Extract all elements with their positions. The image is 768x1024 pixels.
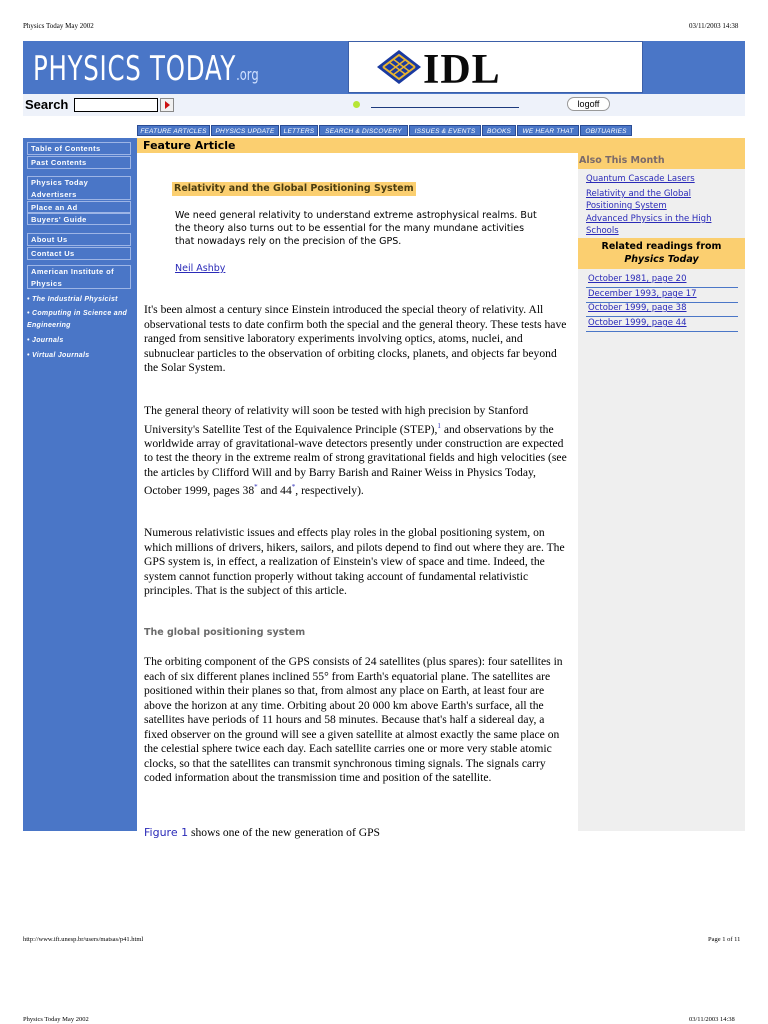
- nav-industrial-physicist[interactable]: • The Industrial Physicist: [27, 296, 118, 303]
- related-link-1993[interactable]: December 1993, page 17: [588, 289, 697, 299]
- footer-url: http://www.ift.unesp.br/users/matsas/p41.html: [23, 936, 144, 943]
- article-paragraph-1: It's been almost a century since Einstein introduced the special theory of relativity. All observational tests to date confirm both the special and the general theory. These tests have ranged from sensitive laboratory experiments involving optics, atoms, nuclei, and subnuclear particles to the observation of orbiting clocks, planets, and objects far beyond the Solar System.: [144, 303, 567, 374]
- search-go-icon[interactable]: [160, 98, 174, 112]
- related-link-1999-38[interactable]: October 1999, page 38: [588, 303, 687, 313]
- nav-place-an-ad[interactable]: Place an Ad: [27, 201, 131, 213]
- footer-page-number: Page 1 of 11: [708, 936, 741, 943]
- nav-advertisers[interactable]: Physics Today Advertisers: [27, 176, 131, 200]
- article-paragraph-3: Numerous relativistic issues and effects play roles in the global positioning system, on which millions of drivers, hikers, sailors, and pilots depend to find out where they are. The GPS system is, in effect, a realization of Einstein's view of space and time. Indeed, the system cannot function properly without taking account of fundamental relativistic principles. That is the subject of this article.: [144, 526, 565, 597]
- tab-search-discovery[interactable]: SEARCH & DISCOVERY: [319, 125, 408, 136]
- idl-ad-brand: IDL: [423, 47, 501, 93]
- print-header-title: Physics Today May 2002: [23, 22, 94, 30]
- p2-text-a: The general theory of relativity will soon be tested with high precision by Stanford University's Satellite Test of the Equivalence Principle (STEP),: [144, 404, 529, 436]
- footer-title: Physics Today May 2002: [23, 1016, 89, 1023]
- tab-physics-update[interactable]: PHYSICS UPDATE: [211, 125, 279, 136]
- search-label: Search: [25, 97, 69, 112]
- nav-aip[interactable]: American Institute of Physics: [27, 265, 131, 289]
- p2-text-b: and observations by the worldwide array of gravitational-wave detectors presently under construction are expected to test the theory in the extreme realm of strong gravitational fields and high velocities (see the articles by Clifford Will and by Barry Barish and Rainer Weiss in Physics Today, October 1999, pages 38: [144, 422, 567, 498]
- footer-date: 03/11/2003 14:38: [689, 1016, 735, 1023]
- search-bar: [23, 94, 745, 116]
- related-title-1: Related readings from: [601, 241, 722, 252]
- related-title-2: Physics Today: [624, 254, 699, 265]
- article-paragraph-2: [144, 404, 569, 499]
- tab-letters[interactable]: LETTERS: [280, 125, 318, 136]
- nav-past-contents[interactable]: Past Contents: [27, 156, 131, 169]
- p2-text-c: and 44: [257, 484, 292, 498]
- related-readings-header: [578, 238, 745, 269]
- also-this-month-title: Also This Month: [579, 155, 665, 166]
- p2-text-d: , respectively).: [295, 484, 364, 498]
- related-divider: [586, 331, 738, 332]
- related-divider: [586, 316, 738, 317]
- idl-logo-icon: [375, 48, 423, 86]
- nav-industrial-physicist-label: The Industrial Physicist: [32, 296, 118, 303]
- also-link-relativity-gps[interactable]: Relativity and the Global Positioning System: [586, 189, 691, 211]
- print-header-date: 03/11/2003 14:38: [689, 22, 739, 30]
- search-input[interactable]: [74, 98, 158, 112]
- tab-books[interactable]: BOOKS: [482, 125, 516, 136]
- section-title: Feature Article: [143, 139, 236, 152]
- p5-text: shows one of the new generation of GPS: [188, 826, 381, 839]
- physics-today-logo[interactable]: [33, 49, 259, 95]
- status-underline: [371, 107, 519, 108]
- nav-virtual-journals[interactable]: • Virtual Journals: [27, 352, 90, 359]
- ref-3-link[interactable]: *: [291, 483, 296, 492]
- tab-we-hear-that[interactable]: WE HEAR THAT: [517, 125, 579, 136]
- also-this-month-bar: [578, 153, 745, 169]
- author-link[interactable]: Neil Ashby: [175, 263, 226, 274]
- nav-table-of-contents[interactable]: Table of Contents: [27, 142, 131, 155]
- related-link-1999-44[interactable]: October 1999, page 44: [588, 318, 687, 328]
- figure-1-link[interactable]: Figure 1: [144, 826, 189, 839]
- article-title: Relativity and the Global Positioning System: [174, 183, 414, 194]
- article-dek: We need general relativity to understand extreme astrophysical realms. But the theory also turns out to be essential for the many mundane activities that nowadays rely on the precision of the GPS.: [175, 210, 537, 247]
- section-tabs: [23, 116, 745, 138]
- article-paragraph-4: The orbiting component of the GPS consists of 24 satellites (plus spares): four satellites in each of six different planes inclined 55° from Earth's equatorial plane. The satellites are positioned within their planes so that, from almost any place on Earth, at least four are above the horizon at any time. Orbiting about 20 000 km above Earth's surface, all the satellites have periods of 11 hours and 58 minutes. Because that's half a sidereal day, a fixed observer on the ground will see a given satellite at almost exactly the same place on the celestial sphere twice each day. Each satellite carries one or more very stable atomic clocks, so that the satellites can transmit synchronous timing signals. The signals carry coded information about the transmission time and position of the satellite.: [144, 655, 563, 784]
- ref-2-link[interactable]: *: [254, 483, 258, 492]
- logo-suffix: .org: [236, 65, 259, 84]
- article-paragraph-5: [144, 826, 569, 841]
- tab-feature-articles[interactable]: FEATURE ARTICLES: [137, 125, 210, 136]
- nav-buyers-guide[interactable]: Buyers' Guide: [27, 213, 131, 225]
- feature-article-bar: [137, 138, 745, 153]
- nav-journals[interactable]: • Journals: [27, 337, 64, 344]
- nav-contact-us[interactable]: Contact Us: [27, 247, 131, 260]
- nav-computing-in-science[interactable]: • Computing in Science and Engineering: [27, 310, 128, 329]
- nav-about-us[interactable]: About Us: [27, 233, 131, 246]
- status-dot-icon: [353, 101, 360, 108]
- logoff-button[interactable]: logoff: [567, 97, 610, 111]
- nav-journals-label: Journals: [32, 337, 64, 344]
- tab-issues-events[interactable]: ISSUES & EVENTS: [409, 125, 481, 136]
- also-link-quantum-cascade[interactable]: Quantum Cascade Lasers: [586, 174, 695, 184]
- also-link-advanced-physics[interactable]: Advanced Physics in the High Schools: [586, 214, 712, 236]
- related-divider: [586, 287, 738, 288]
- related-link-1981[interactable]: October 1981, page 20: [588, 274, 687, 284]
- nav-computing-label: Computing in Science and Engineering: [27, 310, 128, 329]
- tab-obituaries[interactable]: OBITUARIES: [580, 125, 632, 136]
- idl-banner-ad[interactable]: [348, 41, 643, 93]
- logo-main: PHYSICS TODAY: [33, 49, 237, 89]
- section-subheading: The global positioning system: [144, 627, 306, 638]
- ref-1-link[interactable]: 1: [437, 421, 441, 430]
- nav-virtual-journals-label: Virtual Journals: [32, 352, 90, 359]
